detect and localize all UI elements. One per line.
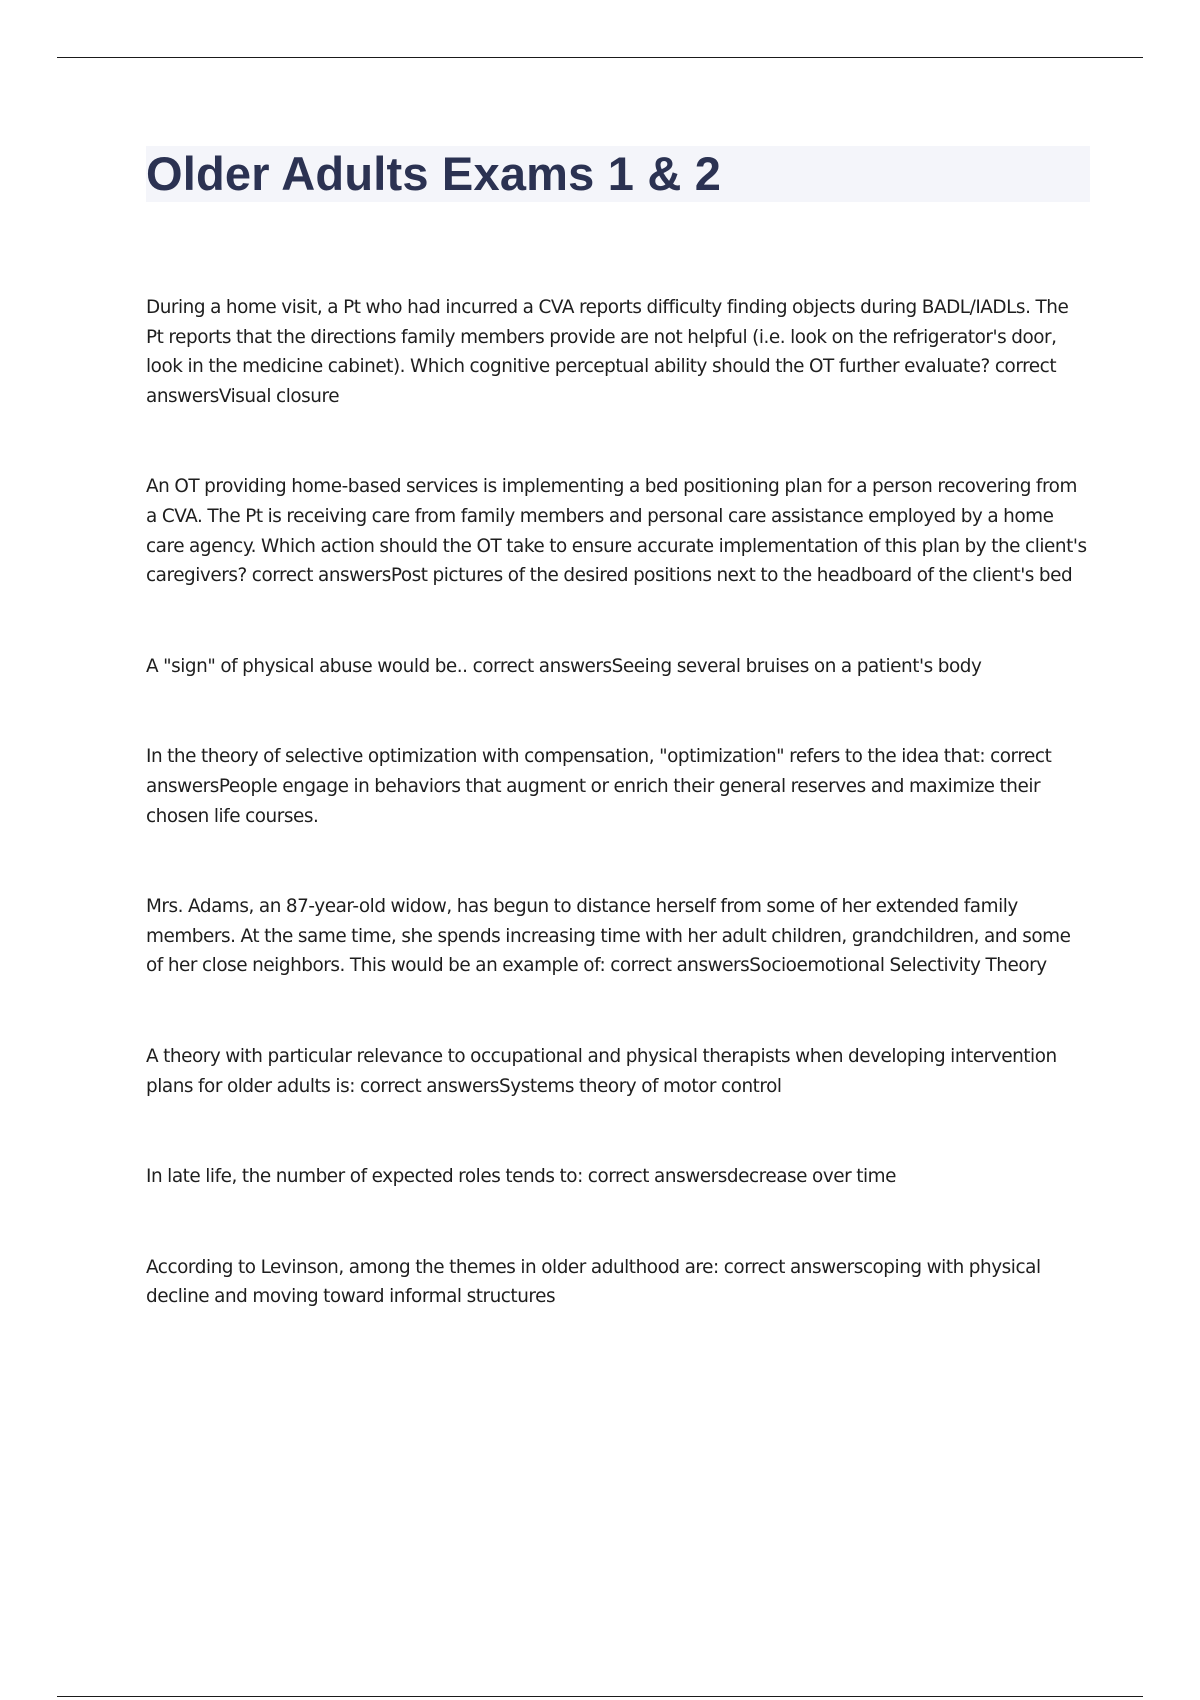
question-item: An OT providing home-based services is implementing a bed positioning plan for a person recovering from a CVA. The Pt is receiving care from family members and personal care assistance employed by a home care agency. Which action should the OT take to ensure accurate implementation of this plan by the client's caregivers? correct answersPost pictures of the desired positions next to the headboard of the client's bed <box>146 476 1087 587</box>
question-item: A "sign" of physical abuse would be.. correct answersSeeing several bruises on a patient's body <box>146 655 982 677</box>
page-title: Older Adults Exams 1 & 2 <box>146 147 722 200</box>
header-rule <box>57 57 1143 58</box>
question-item: During a home visit, a Pt who had incurred a CVA reports difficulty finding objects during BADL/IADLs. The Pt reports that the directions family members provide are not helpful (i.e. look on the refrigerator's door, look in the medicine cabinet). Which cognitive perceptual ability should the OT further evaluate? correct answersVisual closure <box>146 297 1069 407</box>
question-item: Mrs. Adams, an 87-year-old widow, has begun to distance herself from some of her extended family members. At the same time, she spends increasing time with her adult children, grandchildren, and some of her close neighbors. This would be an example of: correct answersSocioemotional Selectivity Theory <box>146 896 1071 977</box>
question-item: In late life, the number of expected roles tends to: correct answersdecrease over time <box>146 1166 896 1188</box>
question-item: In the theory of selective optimization with compensation, "optimization" refers to the idea that: correct answersPeople engage in behaviors that augment or enrich their general reserves and maximize their chosen life courses. <box>146 746 1052 827</box>
question-list <box>146 293 1090 1373</box>
question-item: According to Levinson, among the themes in older adulthood are: correct answerscoping with physical decline and moving toward informal structures <box>146 1256 1041 1308</box>
question-item: A theory with particular relevance to occupational and physical therapists when developing intervention plans for older adults is: correct answersSystems theory of motor control <box>146 1045 1057 1097</box>
footer-rule <box>57 1696 1143 1697</box>
